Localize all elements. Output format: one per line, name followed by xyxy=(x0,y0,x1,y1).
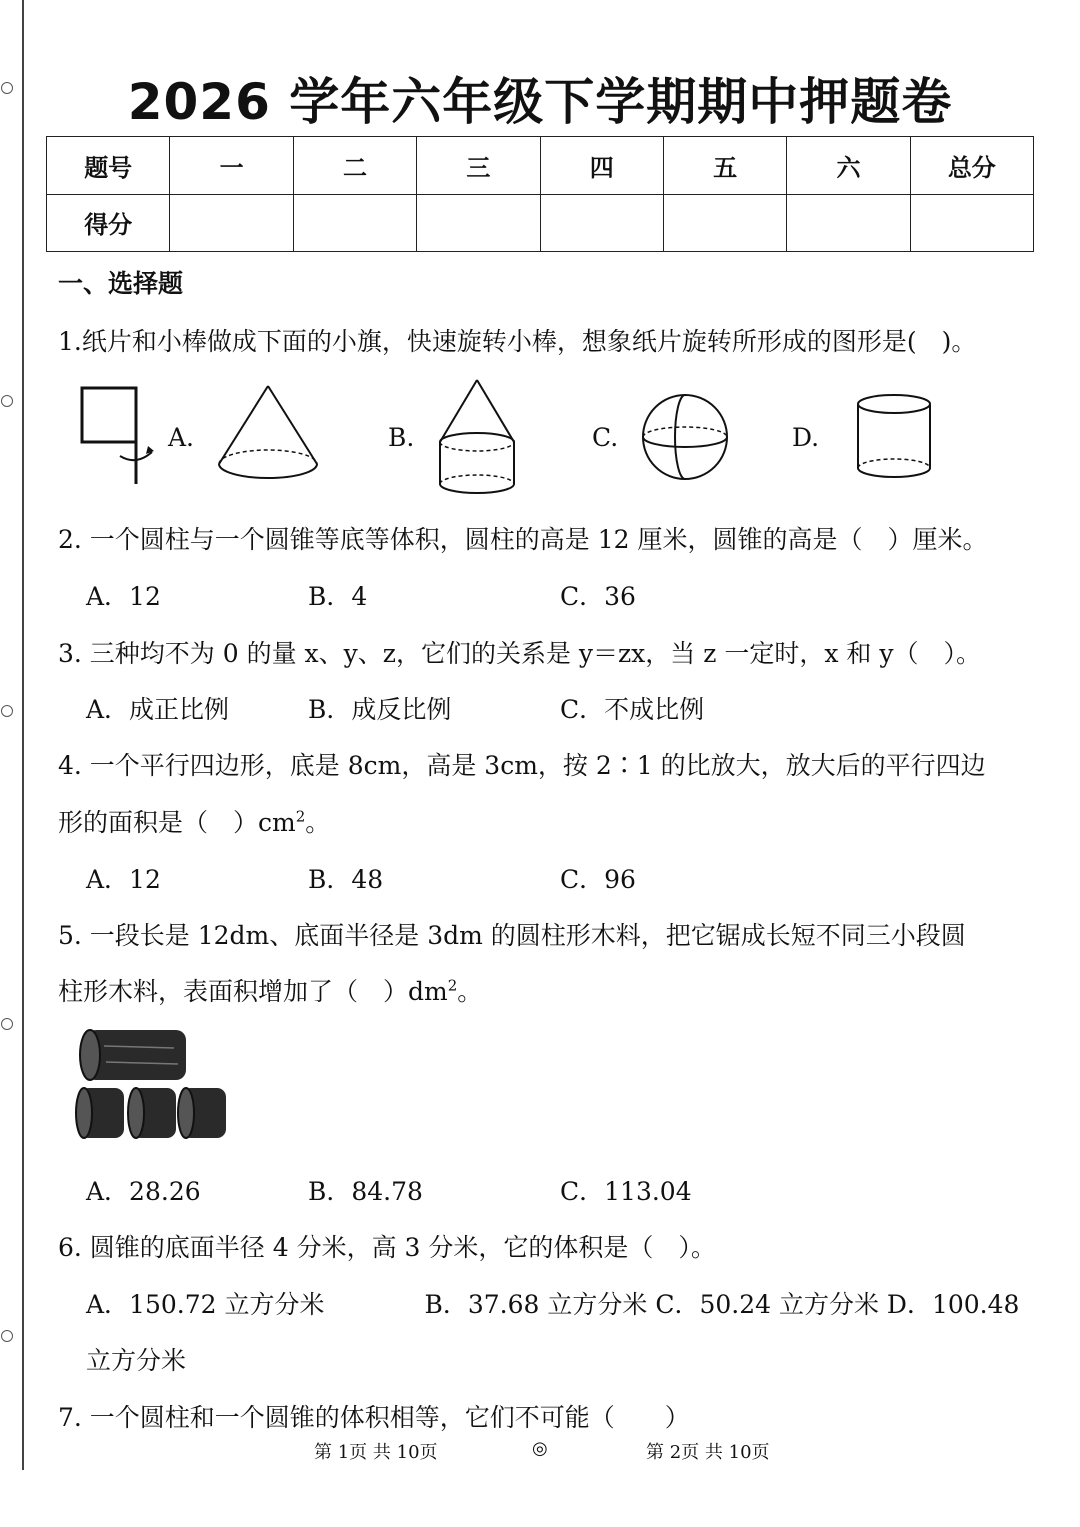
score-table-score-row xyxy=(47,194,1034,252)
question-5-text-cont xyxy=(58,972,482,1008)
score-input-cell[interactable] xyxy=(170,194,293,252)
q1-option-c[interactable]: C. xyxy=(592,423,619,452)
score-table-cell: 题号 xyxy=(47,137,170,195)
score-table-cell: 三 xyxy=(417,137,540,195)
binding-margin xyxy=(0,0,24,1470)
q6-options[interactable]: A．150.72 立方分米 B．37.68 立方分米 C．50.24 立方分米 D．100.48 xyxy=(86,1290,1020,1319)
q3-option-a[interactable]: A．成正比例 xyxy=(86,695,230,724)
q6-option-d-cont[interactable]: 立方分米 xyxy=(86,1346,187,1375)
question-6-text: 6. 圆锥的底面半径 4 分米，高 3 分米，它的体积是（ ）。 xyxy=(58,1233,716,1262)
cone-on-cylinder-icon xyxy=(436,376,518,498)
score-table-cell: 总分 xyxy=(910,137,1033,195)
flag-icon xyxy=(76,380,156,490)
footer-page-right: 第 2页 共 10页 xyxy=(646,1442,770,1463)
score-table-cell: 四 xyxy=(540,137,663,195)
footer-center-mark: ◎ xyxy=(532,1438,548,1459)
q5-superscript: 2 xyxy=(447,976,458,995)
score-table-cell: 二 xyxy=(293,137,416,195)
q5-text-prefix: 柱形木料，表面积增加了（ ）dm xyxy=(58,977,448,1006)
score-table xyxy=(46,136,1034,252)
page-title: 2026 学年六年级下学期期中押题卷 xyxy=(127,73,953,131)
section-heading: 一、选择题 xyxy=(58,269,184,298)
score-table-cell: 得分 xyxy=(47,194,170,252)
q5-option-c[interactable]: C．113.04 xyxy=(560,1177,692,1206)
question-7-text: 7. 一个圆柱和一个圆锥的体积相等，它们不可能（ ） xyxy=(58,1403,690,1432)
q4-option-b[interactable]: B．48 xyxy=(308,865,384,894)
q5-option-a[interactable]: A．28.26 xyxy=(86,1177,201,1206)
score-input-cell[interactable] xyxy=(293,194,416,252)
score-table-cell: 一 xyxy=(170,137,293,195)
q4-text-suffix: 。 xyxy=(305,808,331,837)
q2-option-c[interactable]: C．36 xyxy=(560,582,636,611)
q2-option-b[interactable]: B．4 xyxy=(308,582,368,611)
footer-page-left: 第 1页 共 10页 xyxy=(314,1442,438,1463)
score-table-cell: 五 xyxy=(663,137,786,195)
score-input-cell[interactable] xyxy=(540,194,663,252)
question-3-text: 3. 三种均不为 0 的量 x、y、z，它们的关系是 y＝zx，当 z 一定时，x 和 y（ ）。 xyxy=(58,639,981,668)
score-table-cell: 六 xyxy=(787,137,910,195)
sphere-icon xyxy=(640,392,730,482)
q4-text-prefix: 形的面积是（ ）cm xyxy=(58,808,296,837)
q5-option-b[interactable]: B．84.78 xyxy=(308,1177,423,1206)
score-input-cell[interactable] xyxy=(910,194,1033,252)
q4-option-a[interactable]: A．12 xyxy=(86,865,161,894)
q1-option-d[interactable]: D. xyxy=(792,423,820,452)
log-icon xyxy=(74,1024,234,1144)
score-input-cell[interactable] xyxy=(787,194,910,252)
score-input-cell[interactable] xyxy=(663,194,786,252)
binding-hole xyxy=(1,1330,13,1342)
question-4-text-cont xyxy=(58,803,330,839)
question-1-text: 1.纸片和小棒做成下面的小旗，快速旋转小棒，想象纸片旋转所形成的图形是( )。 xyxy=(58,327,977,356)
binding-hole xyxy=(1,395,13,407)
q5-text-suffix: 。 xyxy=(457,977,483,1006)
binding-hole xyxy=(1,1018,13,1030)
score-input-cell[interactable] xyxy=(417,194,540,252)
question-4-text: 4. 一个平行四边形，底是 8cm，高是 3cm，按 2∶1 的比放大，放大后的平行四边 xyxy=(58,751,986,780)
q2-option-a[interactable]: A．12 xyxy=(86,582,161,611)
q4-superscript: 2 xyxy=(295,807,306,826)
q1-option-a[interactable]: A. xyxy=(168,423,195,452)
q3-option-b[interactable]: B．成反比例 xyxy=(308,695,452,724)
q1-option-b[interactable]: B. xyxy=(388,423,415,452)
binding-hole xyxy=(1,705,13,717)
question-2-text: 2. 一个圆柱与一个圆锥等底等体积，圆柱的高是 12 厘米，圆锥的高是（ ）厘米。 xyxy=(58,525,988,554)
cylinder-icon xyxy=(854,392,934,484)
q4-option-c[interactable]: C．96 xyxy=(560,865,636,894)
score-table-header-row xyxy=(47,137,1034,195)
question-5-text: 5. 一段长是 12dm、底面半径是 3dm 的圆柱形木料，把它锯成长短不同三小段圆 xyxy=(58,921,966,950)
q3-option-c[interactable]: C．不成比例 xyxy=(560,695,705,724)
cone-icon xyxy=(215,382,321,484)
